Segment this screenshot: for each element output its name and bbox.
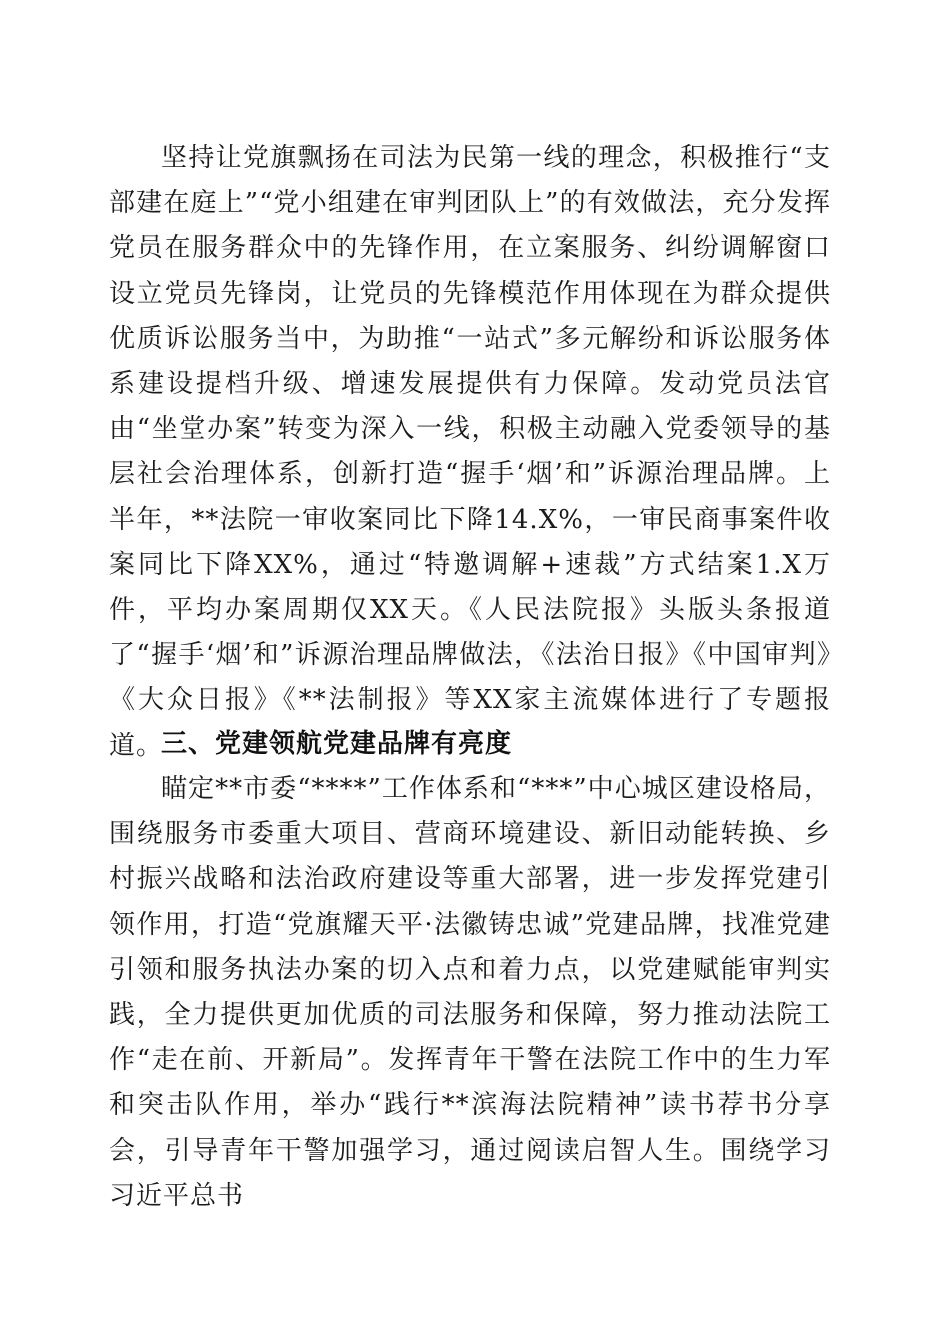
body-paragraph-1: 坚持让党旗飘扬在司法为民第一线的理念，积极推行“支部建在庭上”“党小组建在审判团队上”的有效做法，充分发挥党员在服务群众中的先锋作用，在立案服务、纠纷调解窗口设立党员先锋岗，让党员的先锋模范作用体现在为群众提供优质诉讼服务当中，为助推“一站式”多元解纷和诉讼服务体系建设提档升级、增速发展提供有力保障。发动党员法官由“坐堂办案”转变为深入一线，积极主动融入党委领导的基层社会治理体系，创新打造“握手‘烟’和”诉源治理品牌。上半年，**法院一审收案同比下降14.X%，一审民商事案件收案同比下降XX%，通过“特邀调解+速裁”方式结案1.X万件，平均办案周期仅XX天。《人民法院报》头版头条报道了“握手‘烟’和”诉源治理品牌做法，《法治日报》《中国审判》《大众日报》《**法制报》等XX家主流媒体进行了专题报道。 (109, 143, 831, 761)
section-heading: 三、党建领航党建品牌有亮度 (161, 729, 513, 759)
body-paragraph-2: 瞄定**市委“****”工作体系和“***”中心城区建设格局，围绕服务市委重大项目、营商环境建设、新旧动能转换、乡村振兴战略和法治政府建设等重大部署，进一步发挥党建引领作用，打造“党旗耀天平·法徽铸忠诚”党建品牌，找准党建引领和服务执法办案的切入点和着力点，以党建赋能审判实践，全力提供更加优质的司法服务和保障，努力推动法院工作“走在前、开新局”。发挥青年干警在法院工作中的生力军和突击队作用，举办“践行**滨海法院精神”读书荐书分享会，引导青年干警加强学习，通过阅读启智人生。围绕学习习近平总书 (109, 774, 831, 1211)
